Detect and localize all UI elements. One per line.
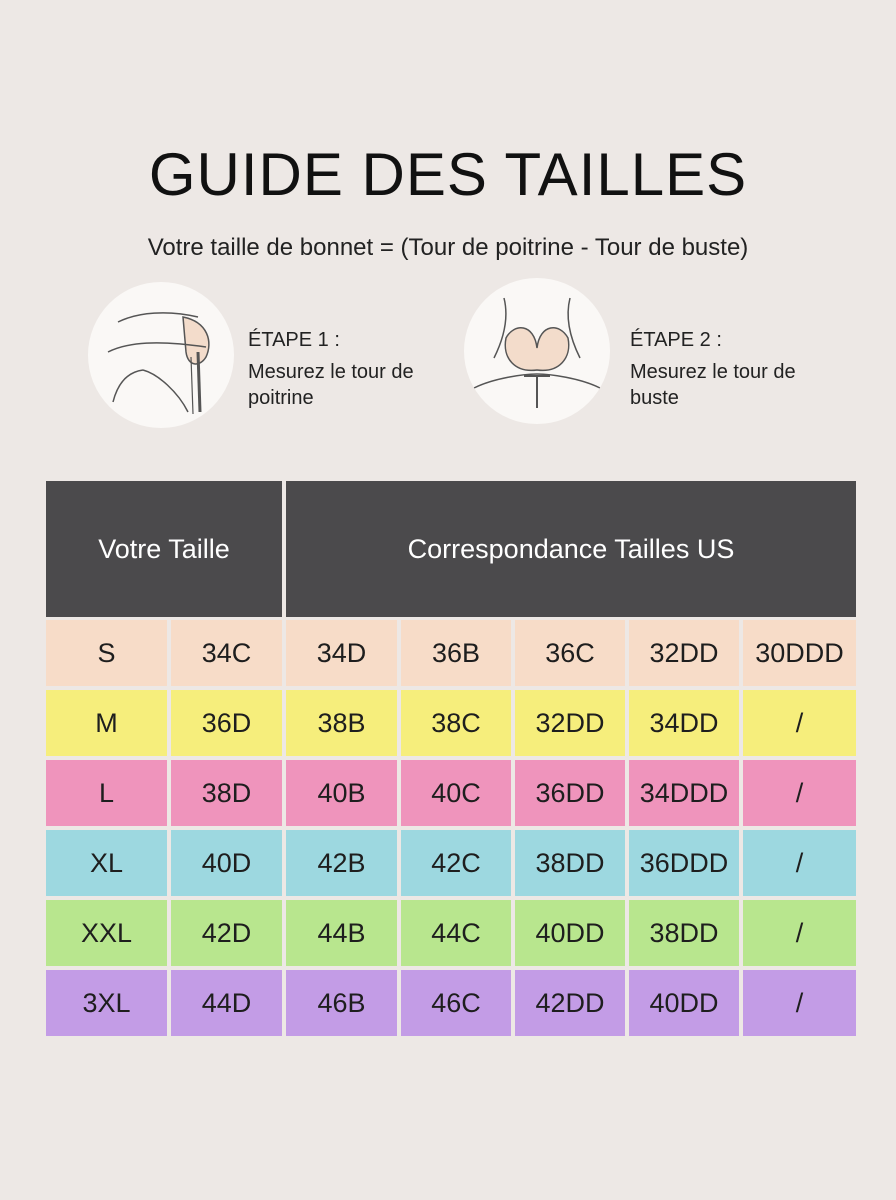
us-size-cell: / [743,900,856,966]
us-size-cell: 38DD [629,900,739,966]
table-row [46,620,856,686]
us-size-cell: 34D [286,620,397,686]
table-row [46,690,856,756]
us-size-cell: / [743,760,856,826]
us-size-cell: / [743,970,856,1036]
us-size-cell: 38B [286,690,397,756]
us-size-cell: 36D [171,690,282,756]
table-row [46,900,856,966]
header-us-sizes: Correspondance Tailles US [286,481,856,617]
step-1-description: Mesurez le tour de poitrine [248,361,414,409]
us-size-cell: 44B [286,900,397,966]
cup-size-formula: Votre taille de bonnet = (Tour de poitrine - Tour de buste) [147,234,749,261]
us-size-cell: 36DDD [629,830,739,896]
us-size-cell: 38C [401,690,511,756]
chest-measure-illustration-icon [88,282,234,428]
table-row [46,830,856,896]
us-size-cell: 42C [401,830,511,896]
us-size-cell: / [743,690,856,756]
size-cell: 3XL [46,970,167,1036]
us-size-cell: 44D [171,970,282,1036]
us-size-cell: 40DD [515,900,625,966]
us-size-cell: 42DD [515,970,625,1036]
step-2-label: ÉTAPE 2 : [630,329,722,351]
step-1-label: ÉTAPE 1 : [248,329,340,351]
us-size-cell: 36DD [515,760,625,826]
us-size-cell: 42D [171,900,282,966]
size-cell: S [46,620,167,686]
us-size-cell: 32DD [515,690,625,756]
size-cell: XXL [46,900,167,966]
us-size-cell: 34DDD [629,760,739,826]
size-cell: L [46,760,167,826]
us-size-cell: 40D [171,830,282,896]
step-2-description: Mesurez le tour de buste [630,361,796,409]
size-cell: XL [46,830,167,896]
us-size-cell: 34DD [629,690,739,756]
us-size-cell: 40C [401,760,511,826]
step-2 [630,327,830,411]
us-size-cell: 36B [401,620,511,686]
us-size-cell: 46C [401,970,511,1036]
us-size-cell: 40B [286,760,397,826]
us-size-cell: 36C [515,620,625,686]
us-size-cell: 42B [286,830,397,896]
us-size-cell: 46B [286,970,397,1036]
header-your-size: Votre Taille [46,481,282,617]
table-row [46,970,856,1036]
us-size-cell: / [743,830,856,896]
us-size-cell: 38D [171,760,282,826]
size-cell: M [46,690,167,756]
us-size-cell: 38DD [515,830,625,896]
step-1 [248,327,448,411]
us-size-cell: 30DDD [743,620,856,686]
us-size-cell: 40DD [629,970,739,1036]
table-row [46,760,856,826]
us-size-cell: 32DD [629,620,739,686]
us-size-cell: 44C [401,900,511,966]
bust-measure-illustration-icon [464,278,610,424]
us-size-cell: 34C [171,620,282,686]
page-title: GUIDE DES TAILLES [148,141,748,208]
